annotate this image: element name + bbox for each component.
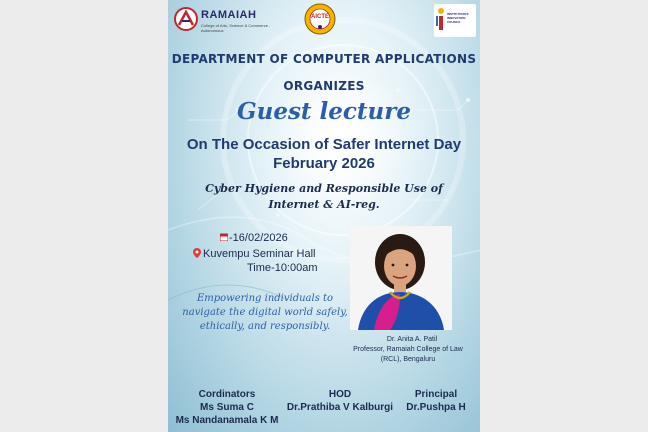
- ramaiah-logo-name: RAMAIAH: [201, 9, 257, 21]
- ramaiah-logo-subtitle: College of Arts, Science & Commerce - Autonomous: [201, 23, 271, 33]
- coordinator-2: Ms Nandanamala K M: [175, 415, 279, 426]
- ramaiah-emblem-icon: [174, 7, 198, 31]
- ramaiah-logo: [174, 5, 269, 37]
- speaker-photo: [350, 226, 452, 330]
- topic-block: [168, 181, 480, 213]
- event-venue: Kuvempu Seminar Hall: [203, 248, 316, 260]
- principal-name: Dr.Pushpa H: [406, 402, 466, 413]
- event-time: Time-10:00am: [247, 262, 318, 274]
- hod-name: Dr.Prathiba V Kalburgi: [286, 402, 394, 413]
- speaker-portrait-icon: [350, 226, 452, 330]
- location-pin-icon: [193, 248, 201, 258]
- speaker-role-line-1: Professor, Ramaiah College of Law: [353, 346, 463, 353]
- speaker-role: [336, 345, 480, 365]
- hod-block: [280, 388, 400, 414]
- topic-line-2: Internet & AI-reg.: [268, 198, 380, 211]
- occasion-line-1: On The Occasion of Safer Internet Day: [186, 136, 462, 153]
- event-poster: [168, 0, 480, 432]
- iic-logo-text: INSTITUTION'S INNOVATION COUNCIL: [447, 12, 469, 24]
- tagline-line-1: Empowering individuals to: [196, 293, 334, 304]
- tagline-line-2: navigate the digital world safely,: [182, 307, 348, 318]
- coordinator-1: Ms Suma C: [200, 402, 254, 413]
- principal-block: [392, 388, 480, 414]
- event-type-title: Guest lecture: [236, 98, 412, 125]
- speaker-name: Dr. Anita A. Patil: [386, 336, 438, 343]
- department-heading: DEPARTMENT OF COMPUTER APPLICATIONS: [171, 52, 477, 66]
- iic-logo: [434, 4, 476, 37]
- aicte-logo-text: AICTE: [311, 14, 329, 20]
- occasion-block: [168, 135, 480, 173]
- red-pin-icon: [220, 233, 228, 241]
- hod-title: HOD: [328, 389, 352, 400]
- tagline-line-3: ethically, and responsibly.: [199, 321, 331, 332]
- tagline-block: [180, 292, 350, 334]
- speaker-role-line-2: (RCL), Bengaluru: [380, 356, 436, 363]
- topic-line-1: Cyber Hygiene and Responsible Use of: [205, 182, 443, 195]
- organizes-heading: ORGANIZES: [283, 79, 365, 93]
- iic-emblem-icon: [436, 7, 447, 33]
- aicte-logo: [304, 3, 336, 35]
- principal-title: Principal: [414, 389, 458, 400]
- event-date: -16/02/2026: [229, 232, 288, 244]
- coordinators-block: [168, 388, 286, 427]
- coordinators-title: Cordinators: [198, 389, 256, 400]
- occasion-line-2: February 2026: [273, 155, 375, 172]
